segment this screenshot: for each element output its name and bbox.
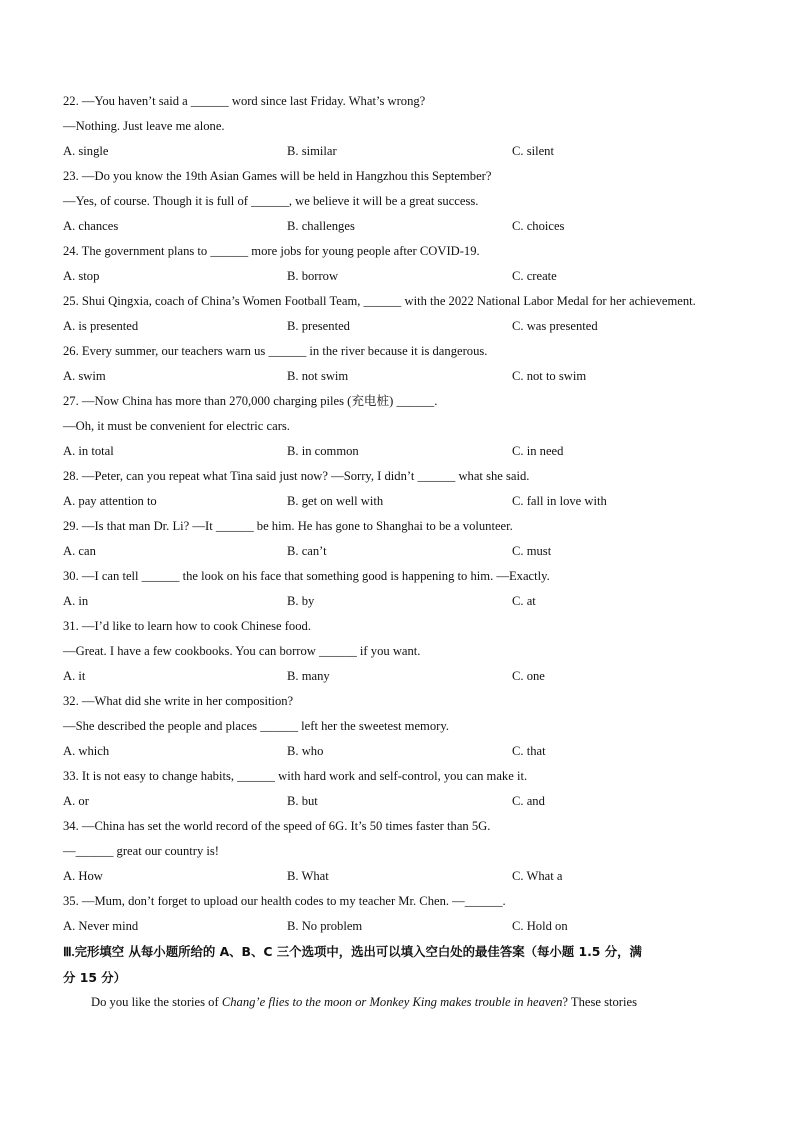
answer-options (63, 264, 731, 289)
question-35 (63, 889, 731, 939)
answer-options (63, 364, 731, 389)
option-b: B. by (287, 594, 315, 608)
option-c: C. What a (512, 869, 563, 883)
question-stem: 28. —Peter, can you repeat what Tina said just now? —Sorry, I didn’t ______ what she said. (63, 469, 530, 483)
question-29 (63, 514, 731, 564)
option-c: C. was presented (512, 319, 598, 333)
option-a: A. is presented (63, 319, 139, 333)
question-28 (63, 464, 731, 514)
question-stem: 24. The government plans to ______ more jobs for young people after COVID-19. (63, 244, 480, 258)
answer-options (63, 539, 731, 564)
passage-text: Do you like the stories of (91, 995, 222, 1009)
answer-options (63, 439, 731, 464)
option-b: B. No problem (287, 919, 363, 933)
option-c: C. must (512, 544, 552, 558)
question-reply: —She described the people and places ______ left her the sweetest memory. (63, 719, 449, 733)
question-reply: —Great. I have a few cookbooks. You can borrow ______ if you want. (63, 644, 421, 658)
option-c: C. at (512, 594, 536, 608)
question-30 (63, 564, 731, 614)
question-stem: 30. —I can tell ______ the look on his face that something good is happening to him. —Exactly. (63, 569, 550, 583)
question-stem: 31. —I’d like to learn how to cook Chinese food. (63, 619, 311, 633)
option-a: A. single (63, 144, 109, 158)
question-stem: 25. Shui Qingxia, coach of China’s Women Football Team, ______ with the 2022 National Labor Medal for her achievement. (63, 294, 696, 308)
option-c: C. one (512, 669, 545, 683)
passage-story-titles: Chang’e flies to the moon or Monkey King makes trouble in heaven (221, 995, 563, 1009)
option-c: C. choices (512, 219, 565, 233)
question-22 (63, 89, 731, 164)
option-a: A. in (63, 594, 89, 608)
answer-options (63, 139, 731, 164)
answer-options (63, 214, 731, 239)
question-reply: —Oh, it must be convenient for electric cars. (63, 419, 290, 433)
answer-options (63, 789, 731, 814)
question-stem: 26. Every summer, our teachers warn us ______ in the river because it is dangerous. (63, 344, 488, 358)
option-b: B. in common (287, 444, 359, 458)
section-number: Ⅲ. (63, 945, 75, 959)
question-stem: 33. It is not easy to change habits, ______ with hard work and self-control, you can make it. (63, 769, 528, 783)
option-a: A. pay attention to (63, 494, 157, 508)
question-24 (63, 239, 731, 289)
answer-options (63, 914, 731, 939)
option-c: C. not to swim (512, 369, 587, 383)
option-b: B. not swim (287, 369, 349, 383)
question-stem: 29. —Is that man Dr. Li? —It ______ be him. He has gone to Shanghai to be a volunteer. (63, 519, 513, 533)
option-b: B. but (287, 794, 318, 808)
option-b: B. who (287, 744, 324, 758)
question-27 (63, 389, 731, 464)
question-25 (63, 289, 731, 339)
question-33 (63, 764, 731, 814)
option-c: C. that (512, 744, 546, 758)
option-a: A. chances (63, 219, 119, 233)
section-instructions-cont: 分 15 分） (63, 970, 127, 985)
option-b: B. challenges (287, 219, 355, 233)
question-34 (63, 814, 731, 889)
option-a: A. swim (63, 369, 106, 383)
question-reply: —Nothing. Just leave me alone. (63, 119, 225, 133)
cloze-passage (63, 990, 731, 1015)
option-c: C. Hold on (512, 919, 568, 933)
answer-options (63, 489, 731, 514)
section-heading (63, 939, 731, 965)
question-31 (63, 614, 731, 689)
answer-options (63, 864, 731, 889)
question-stem: 23. —Do you know the 19th Asian Games will be held in Hangzhou this September? (63, 169, 492, 183)
option-a: A. can (63, 544, 96, 558)
option-a: A. which (63, 744, 110, 758)
question-stem: 35. —Mum, don’t forget to upload our health codes to my teacher Mr. Chen. —______. (63, 894, 506, 908)
option-b: B. can’t (287, 544, 327, 558)
option-b: B. borrow (287, 269, 339, 283)
option-a: A. How (63, 869, 103, 883)
option-b: B. many (287, 669, 330, 683)
option-b: B. get on well with (287, 494, 384, 508)
option-a: A. it (63, 669, 86, 683)
question-stem: 34. —China has set the world record of the speed of 6G. It’s 50 times faster than 5G. (63, 819, 491, 833)
question-reply: —Yes, of course. Though it is full of ______, we believe it will be a great success. (63, 194, 479, 208)
option-a: A. or (63, 794, 89, 808)
option-c: C. silent (512, 144, 554, 158)
option-b: B. presented (287, 319, 350, 333)
option-c: C. and (512, 794, 545, 808)
section-instructions: 完形填空 从每小题所给的 A、B、C 三个选项中，选出可以填入空白处的最佳答案（每小题 1.5 分，满 (74, 944, 642, 959)
option-b: B. similar (287, 144, 337, 158)
option-b: B. What (287, 869, 329, 883)
question-reply: —______ great our country is! (63, 844, 219, 858)
answer-options (63, 314, 731, 339)
option-a: A. in total (63, 444, 114, 458)
option-c: C. create (512, 269, 557, 283)
option-c: C. fall in love with (512, 494, 607, 508)
option-a: A. Never mind (63, 919, 139, 933)
answer-options (63, 739, 731, 764)
question-26 (63, 339, 731, 389)
question-stem: 32. —What did she write in her composition? (63, 694, 294, 708)
question-23 (63, 164, 731, 239)
question-stem: 27. —Now China has more than 270,000 charging piles (充电桩) ______. (63, 394, 438, 408)
question-stem: 22. —You haven’t said a ______ word since last Friday. What’s wrong? (63, 94, 426, 108)
question-list (63, 89, 731, 1015)
answer-options (63, 664, 731, 689)
answer-options (63, 589, 731, 614)
option-c: C. in need (512, 444, 564, 458)
question-32 (63, 689, 731, 764)
passage-text: ? These stories (562, 995, 637, 1009)
option-a: A. stop (63, 269, 100, 283)
